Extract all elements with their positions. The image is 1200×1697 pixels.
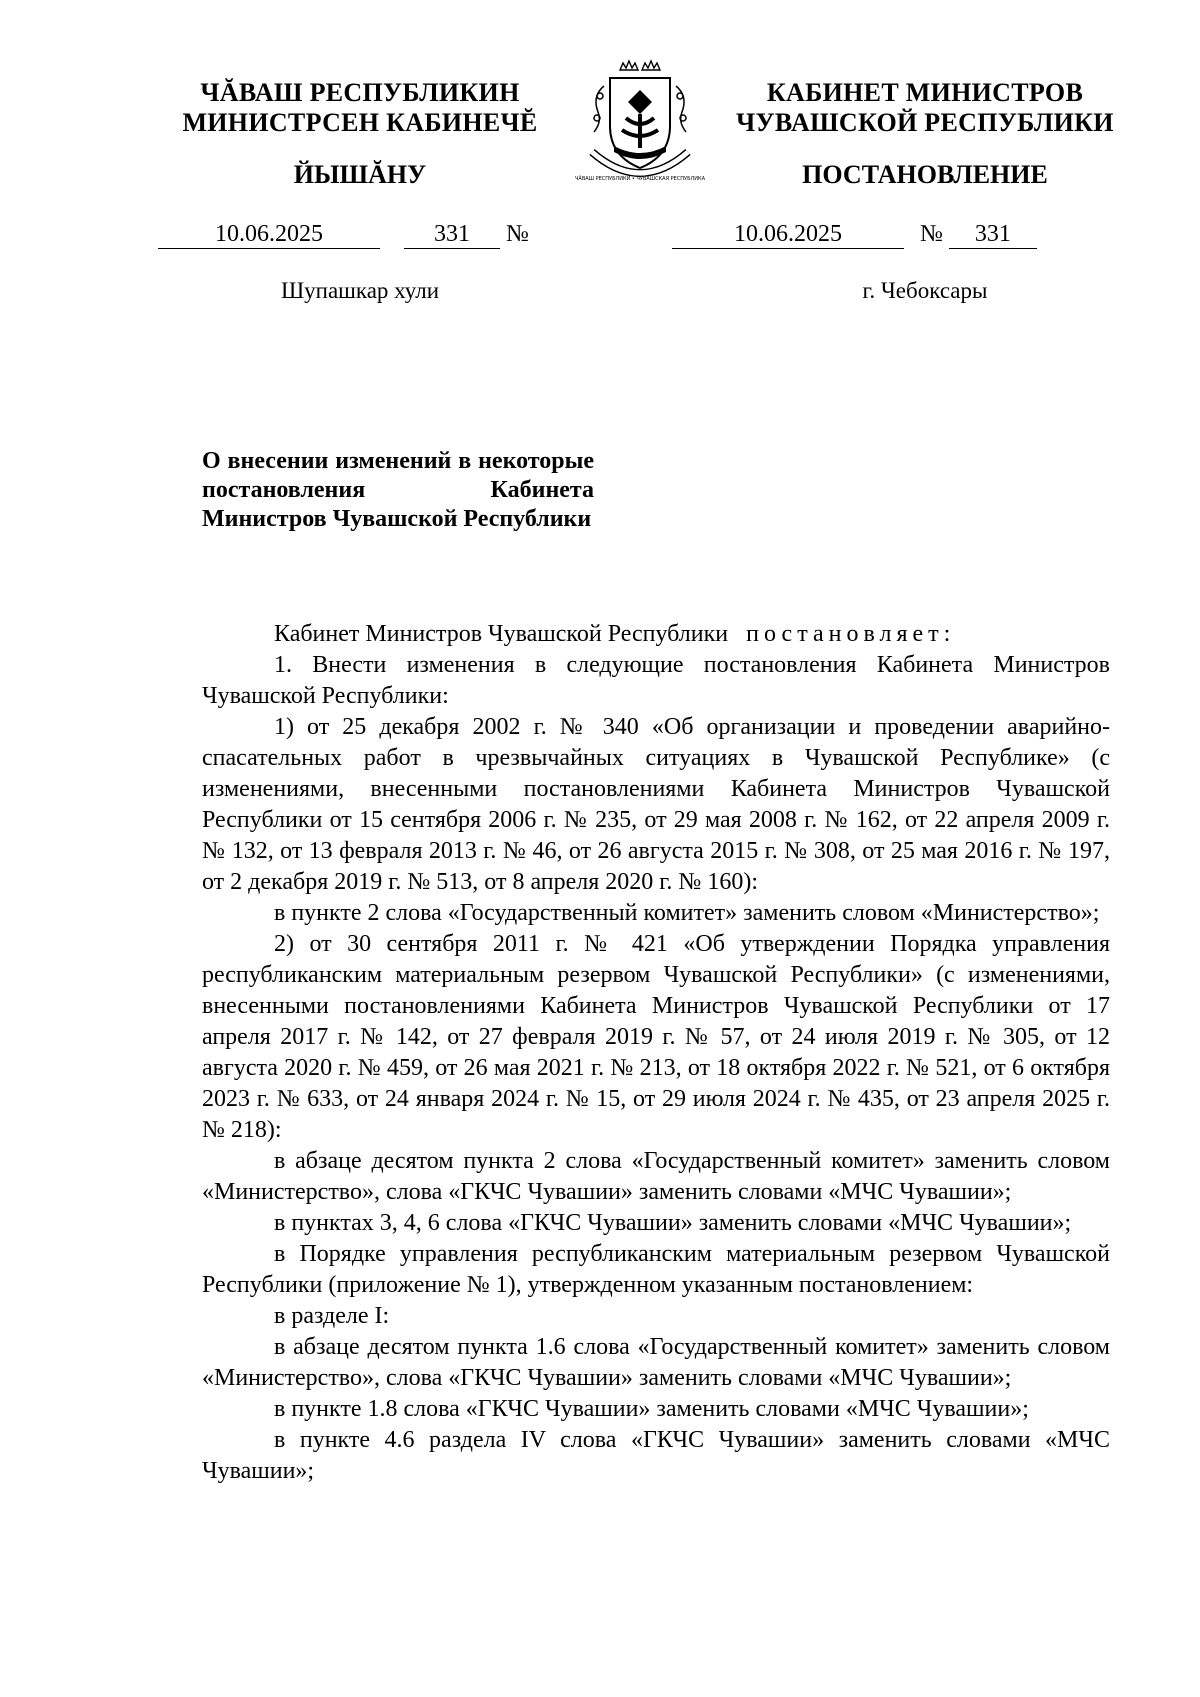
left-city: Шупашкар хули bbox=[280, 278, 440, 303]
paragraph: 2) от 30 сентября 2011 г. № 421 «Об утверждении Порядка управления республиканским материальным резервом Чувашской Республики» (с изменениями, внесенными постановлениями Кабинета Министров Чувашской Республики от 17 апреля 2017 г. № 142, от 27 февраля 2019 г. № 57, от 24 июля 2019 г. № 305, от 12 августа 2020 г. № 459, от 26 мая 2021 г. № 213, от 18 октября 2022 г. № 521, от 6 октября 2023 г. № 633, от 24 января 2024 г. № 15, от 29 июля 2024 г. № 435, от 23 апреля 2025 г. № 218): bbox=[202, 931, 1110, 1143]
left-date-number-line bbox=[158, 220, 529, 249]
right-date: 10.06.2025 bbox=[672, 220, 904, 249]
left-title-line1: ЧĂВАШ РЕСПУБЛИКИН bbox=[200, 78, 520, 107]
preamble-start: Кабинет Министров Чувашской Республики bbox=[274, 621, 729, 647]
left-number: 331 bbox=[404, 220, 500, 249]
preamble bbox=[202, 619, 1110, 650]
right-doc-type: ПОСТАНОВЛЕНИЕ bbox=[802, 160, 1048, 189]
paragraph: в пункте 2 слова «Государственный комитет» заменить словом «Министерство»; bbox=[274, 900, 1100, 926]
right-title-line2: ЧУВАШСКОЙ РЕСПУБЛИКИ bbox=[736, 108, 1114, 137]
paragraph: в пункте 1.8 слова «ГКЧС Чувашии» заменить словами «МЧС Чувашии»; bbox=[274, 1396, 1029, 1422]
right-number: 331 bbox=[949, 220, 1037, 249]
paragraph: в абзаце десятом пункта 1.6 слова «Государственный комитет» заменить словом «Министерство», слова «ГКЧС Чувашии» заменить словами «МЧС Чувашии»; bbox=[202, 1334, 1110, 1391]
paragraph: в разделе I: bbox=[274, 1303, 390, 1329]
left-date: 10.06.2025 bbox=[158, 220, 380, 249]
right-city: г. Чебоксары bbox=[862, 278, 988, 303]
paragraph: в абзаце десятом пункта 2 слова «Государственный комитет» заменить словом «Министерство», слова «ГКЧС Чувашии» заменить словами «МЧС Чувашии»; bbox=[202, 1148, 1110, 1205]
right-number-sign: № bbox=[920, 221, 943, 247]
right-header-title bbox=[700, 78, 1150, 138]
left-number-sign: № bbox=[506, 221, 529, 247]
preamble-verb: постановляет: bbox=[746, 621, 956, 647]
right-title-line1: КАБИНЕТ МИНИСТРОВ bbox=[766, 78, 1084, 107]
paragraph: 1) от 25 декабря 2002 г. № 340 «Об организации и проведении аварийно-спасательных работ в чрезвычайных ситуациях в Чувашской Республике» (с изменениями, внесенными постановлениями Кабинета Министров Чувашской Республики от 15 сентября 2006 г. № 235, от 29 мая 2008 г. № 162, от 22 апреля 2009 г. № 132, от 13 февраля 2013 г. № 46, от 26 августа 2015 г. № 308, от 25 мая 2016 г. № 197, от 2 декабря 2019 г. № 513, от 8 апреля 2020 г. № 160): bbox=[202, 714, 1110, 895]
chuvash-coat-of-arms-icon bbox=[570, 56, 710, 186]
left-doc-type: ЙЫШĂНУ bbox=[293, 160, 427, 189]
emblem-ribbon-text: ЧĂВАШ РЕСПУБЛИКИ • ЧУВАШСКАЯ РЕСПУБЛИКА bbox=[574, 176, 706, 182]
left-title-line2: МИНИСТРСЕН КАБИНЕЧĔ bbox=[182, 108, 538, 137]
paragraph: в Порядке управления республиканским материальным резервом Чувашской Республики (приложение № 1), утвержденном указанным постановлением: bbox=[202, 1241, 1110, 1298]
document-body bbox=[202, 619, 1110, 1487]
paragraph: в пункте 4.6 раздела IV слова «ГКЧС Чувашии» заменить словами «МЧС Чувашии»; bbox=[202, 1427, 1110, 1484]
left-header-title bbox=[160, 78, 560, 138]
document-subject: О внесении изменений в некоторые постановления Кабинета Министров Чувашской Республики bbox=[202, 448, 594, 532]
paragraph: в пунктах 3, 4, 6 слова «ГКЧС Чувашии» заменить словами «МЧС Чувашии»; bbox=[274, 1210, 1072, 1236]
paragraph: 1. Внести изменения в следующие постановления Кабинета Министров Чувашской Республики: bbox=[202, 652, 1110, 709]
right-date-number-line bbox=[672, 220, 1037, 249]
